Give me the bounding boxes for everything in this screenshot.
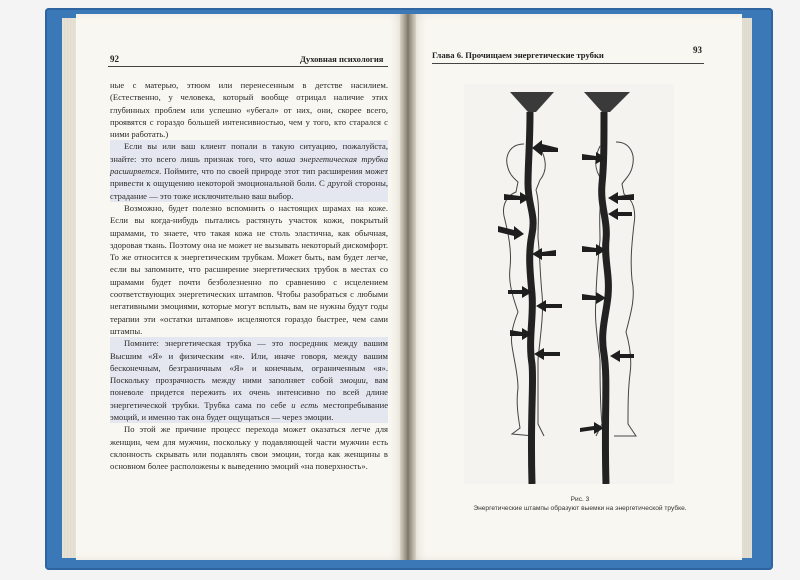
figure-label: Рис. 3 bbox=[570, 496, 590, 503]
figure-background bbox=[464, 84, 674, 484]
right-header-rule bbox=[432, 63, 704, 64]
paragraph: ные с матерью, этюом или перенесенным в детстве насилием. (Естественно, у человека, который вообще отрицал наличие этих глубинных проблем или успешно «убегал» от них, они, скорее всего, проявятся с гораздо большей интенсивностью, чем у того, кто старался с ними работать.) bbox=[110, 80, 388, 140]
left-running-head: Духовная психология bbox=[300, 54, 384, 64]
energy-tube-figure bbox=[444, 84, 694, 484]
figure-caption: Энергетические штампы образуют выемки на энергетической трубке. bbox=[473, 505, 687, 512]
right-page-number: 93 bbox=[693, 45, 702, 55]
right-running-head: Глава 6. Прочищаем энергетические трубки bbox=[432, 50, 604, 60]
left-page-body bbox=[110, 79, 388, 473]
paragraph: Если вы или ваш клиент попали в такую ситуацию, пожалуйста, знайте: это всего лишь признак того, что ваша энергетическая трубка расширяется. Поймите, что по своей природе этот тип расширения может привести к ощущению некоторой эмоциональной боли. С другой стороны, страдание — это тоже исключительно ваш выбор. bbox=[110, 141, 388, 201]
paragraph: Возможно, будет полезно вспомнить о настоящих шрамах на коже. Если вы когда-нибудь пытались растянуть участок кожи, покрытый шрамами, то знаете, что такая кожа не столь эластична, как обычная, здоровая ткань. Поэтому она не может не вызывать некоторый дискомфорт. То же относится к энергетическим трубкам. Может быть, вам будет легче, если вы запомните, что расширение энергетических трубок в местах со шрамами будет почти безболезненно по сравнению с исцелением соответствующих энергетических штампов. Чтобы разобраться с любыми негативными эмоциями, которые могут всплыть, вам не нужны будут годы терапии эти «остатки штампов» исцеляются гораздо быстрее, чем сами штампы. bbox=[110, 202, 388, 336]
paragraph: Помните: энергетическая трубка — это посредник между вашим Высшим «Я» и физическим «я». Или, иначе говоря, между вашим бесконечным, безграничным «Я» и конечным, ограниченным «я». Поскольку прозрачность между ними заполняет собой эмоции, вам поневоле придется пережить их очень интенсивно по всей длине энергетической трубки. Трубка сама по себе и есть местопребывание эмоций, и именно так она будет ощущаться — через эмоции. bbox=[110, 338, 389, 423]
left-header-rule bbox=[108, 66, 388, 67]
left-page-number: 92 bbox=[110, 54, 119, 64]
book-gutter bbox=[400, 14, 416, 560]
paragraph: По этой же причине процесс перехода может оказаться легче для женщин, чем для мужчин, поскольку у подавляющей части мужчин есть склонность скрывать или подавлять свои эмоции, тогда как женщины в основном более расположены к выведению эмоций «на поверхность». bbox=[110, 424, 388, 472]
